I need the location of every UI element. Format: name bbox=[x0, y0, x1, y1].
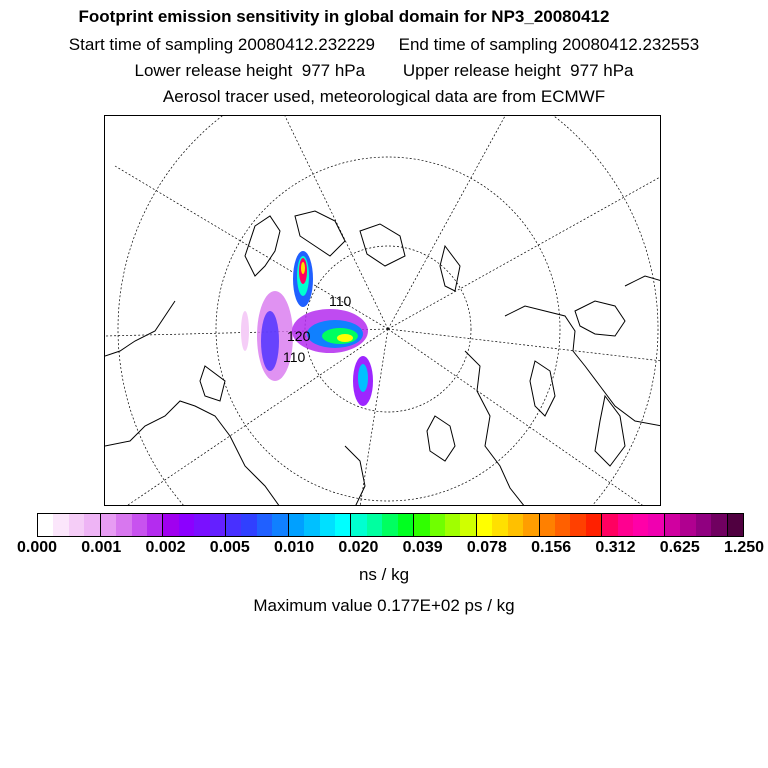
colorbar-cell bbox=[382, 514, 397, 536]
colorbar-cell bbox=[477, 514, 492, 536]
colorbar-cell bbox=[226, 514, 241, 536]
colorbar-cell bbox=[289, 514, 304, 536]
trajectory-label: 110 bbox=[283, 349, 306, 365]
colorbar-tick-label: 0.001 bbox=[81, 539, 122, 556]
tracer-info-line: Aerosol tracer used, meteorological data are from ECMWF bbox=[162, 87, 606, 106]
colorbar-tick-label: 0.020 bbox=[338, 539, 379, 556]
colorbar-cell bbox=[194, 514, 209, 536]
colorbar-cell bbox=[570, 514, 585, 536]
colorbar-cell bbox=[53, 514, 68, 536]
colorbar-cell bbox=[555, 514, 570, 536]
trajectory-label: 120 bbox=[287, 328, 311, 344]
colorbar-cell bbox=[69, 514, 84, 536]
colorbar-cell bbox=[445, 514, 460, 536]
colorbar-tick-label: 0.039 bbox=[402, 539, 443, 556]
colorbar-unit: ns / kg bbox=[358, 565, 410, 584]
colorbar-cell bbox=[711, 514, 727, 536]
colorbar-cell bbox=[320, 514, 335, 536]
maximum-value: Maximum value 0.177E+02 ps / kg bbox=[253, 596, 515, 615]
colorbar-cell bbox=[492, 514, 507, 536]
colorbar-cell bbox=[38, 514, 53, 536]
trajectory-label: 110 bbox=[329, 293, 352, 309]
graticule bbox=[105, 116, 661, 506]
colorbar-cell bbox=[367, 514, 382, 536]
colorbar-cell bbox=[210, 514, 226, 536]
colorbar-cell bbox=[460, 514, 476, 536]
colorbar-cell bbox=[602, 514, 617, 536]
colorbar-cell bbox=[132, 514, 147, 536]
colorbar-tick-label: 0.078 bbox=[466, 539, 507, 556]
colorbar-cell bbox=[304, 514, 319, 536]
colorbar-tick-label: 0.010 bbox=[274, 539, 315, 556]
colorbar-cell bbox=[179, 514, 194, 536]
colorbar-tick-label: 0.000 bbox=[16, 539, 58, 556]
colorbar-cell bbox=[335, 514, 351, 536]
colorbar-tick-label: 0.312 bbox=[595, 539, 636, 556]
colorbar-cell bbox=[508, 514, 523, 536]
colorbar-cell bbox=[116, 514, 131, 536]
colorbar-cell bbox=[523, 514, 539, 536]
map-svg bbox=[105, 116, 661, 506]
colorbar-cell bbox=[696, 514, 711, 536]
colorbar-cell bbox=[430, 514, 445, 536]
colorbar-cell bbox=[84, 514, 100, 536]
colorbar-cell bbox=[586, 514, 602, 536]
colorbar-tick-label: 0.156 bbox=[531, 539, 572, 556]
colorbar-cell bbox=[540, 514, 555, 536]
colorbar-cell bbox=[257, 514, 272, 536]
coastlines bbox=[105, 211, 661, 506]
plot-title: Footprint emission sensitivity in global domain for NP3_20080412 bbox=[78, 7, 610, 26]
colorbar-tick-label: 0.005 bbox=[209, 539, 250, 556]
polar-map bbox=[104, 115, 661, 506]
colorbar-tick-label: 0.625 bbox=[659, 539, 700, 556]
colorbar bbox=[37, 513, 744, 537]
release-height-line: Lower release height 977 hPa Upper release height 977 hPa bbox=[134, 61, 634, 80]
colorbar-tick-label: 1.250 bbox=[723, 539, 765, 556]
colorbar-cell bbox=[351, 514, 366, 536]
sampling-time-line: Start time of sampling 20080412.232229 End time of sampling 20080412.232553 bbox=[68, 35, 700, 54]
colorbar-cell bbox=[680, 514, 695, 536]
colorbar-cell bbox=[163, 514, 178, 536]
colorbar-cell bbox=[241, 514, 256, 536]
colorbar-cell bbox=[618, 514, 633, 536]
colorbar-cell bbox=[414, 514, 429, 536]
colorbar-cell bbox=[665, 514, 680, 536]
colorbar-tick-label: 0.002 bbox=[145, 539, 186, 556]
colorbar-cell bbox=[398, 514, 414, 536]
colorbar-cell bbox=[147, 514, 163, 536]
colorbar-cell bbox=[272, 514, 288, 536]
colorbar-cell bbox=[101, 514, 116, 536]
colorbar-cell bbox=[648, 514, 664, 536]
colorbar-cell bbox=[633, 514, 648, 536]
colorbar-cell bbox=[728, 514, 743, 536]
